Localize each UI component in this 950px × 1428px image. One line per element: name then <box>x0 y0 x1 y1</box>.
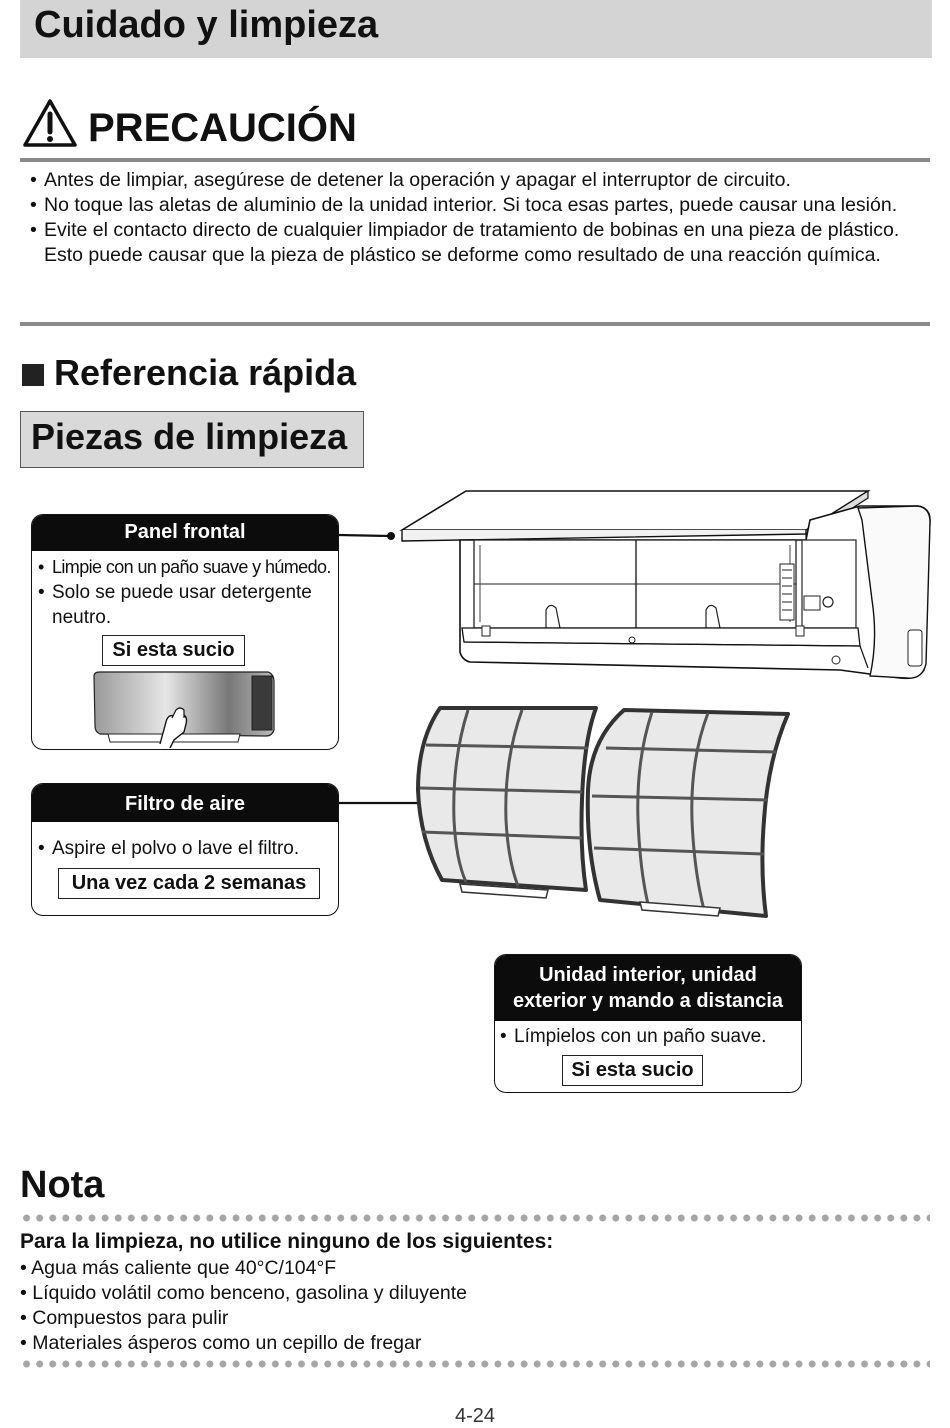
caution-item: • Antes de limpiar, asegúrese de detener la operación y apagar el interruptor de circuito. <box>30 168 910 193</box>
note-top-dotted-rule <box>20 1214 930 1222</box>
parts-title: Piezas de limpieza <box>31 416 348 457</box>
units-frequency-tag: Si esta sucio <box>562 1055 703 1086</box>
note-title: Nota <box>20 1164 105 1206</box>
indoor-unit-illustration <box>0 480 950 930</box>
caution-title: PRECAUCIÓN <box>88 106 357 150</box>
units-card-title <box>495 955 801 1021</box>
air-filter-text: Aspire el polvo o lave el filtro. <box>52 838 300 859</box>
units-card-title-line1: Unidad interior, unidad <box>539 964 757 986</box>
units-card <box>494 954 802 1093</box>
note-item: • Compuestos para pulir <box>20 1306 467 1331</box>
note-item: • Materiales ásperos como un cepillo de fregar <box>20 1331 467 1356</box>
units-card-body <box>500 1024 802 1049</box>
note-subtitle: Para la limpieza, no utilice ninguno de los siguientes: <box>20 1230 554 1253</box>
caution-item: • Evite el contacto directo de cualquier limpiador de tratamiento de bobinas en una pieza de plástico. Esto puede causar que la pieza de plástico se deforme como resultado de una reacción química. <box>30 218 910 268</box>
section-title: Referencia rápida <box>54 352 357 393</box>
list-item: • Limpie con un paño suave y húmedo. <box>38 557 331 577</box>
air-filter-card-title: Filtro de aire <box>32 784 338 822</box>
caution-top-rule <box>20 158 930 162</box>
list-item: • Solo se puede usar detergente neutro. <box>38 582 312 628</box>
caution-bottom-rule <box>20 322 930 326</box>
page-number: 4-24 <box>454 1405 496 1427</box>
list-item: • Límpielos con un paño suave. <box>500 1026 767 1047</box>
front-panel-text-2: Solo se puede usar detergente neutro. <box>52 582 312 628</box>
page-title: Cuidado y limpieza <box>34 4 379 46</box>
front-panel-leader-line <box>339 535 390 536</box>
units-text: Límpielos con un paño suave. <box>514 1026 767 1047</box>
units-card-title-line2: exterior y mando a distancia <box>512 990 784 1012</box>
front-panel-text-1: Limpie con un paño suave y húmedo. <box>52 557 331 577</box>
front-panel-card-title: Panel frontal <box>32 515 338 551</box>
list-item: • Aspire el polvo o lave el filtro. <box>38 838 300 859</box>
caution-list <box>30 168 910 268</box>
note-list <box>20 1256 467 1356</box>
note-item: • Agua más caliente que 40°C/104°F <box>20 1256 467 1281</box>
air-filter-frequency-tag: Una vez cada 2 semanas <box>58 868 320 899</box>
front-panel-frequency-tag: Si esta sucio <box>102 635 245 666</box>
caution-item: • No toque las aletas de aluminio de la unidad interior. Si toca esas partes, puede causar una lesión. <box>30 193 910 218</box>
warning-triangle-icon <box>22 98 78 148</box>
note-item: • Líquido volátil como benceno, gasolina y diluyente <box>20 1281 467 1306</box>
square-bullet-icon <box>22 364 44 386</box>
note-bottom-dotted-rule <box>20 1360 930 1368</box>
